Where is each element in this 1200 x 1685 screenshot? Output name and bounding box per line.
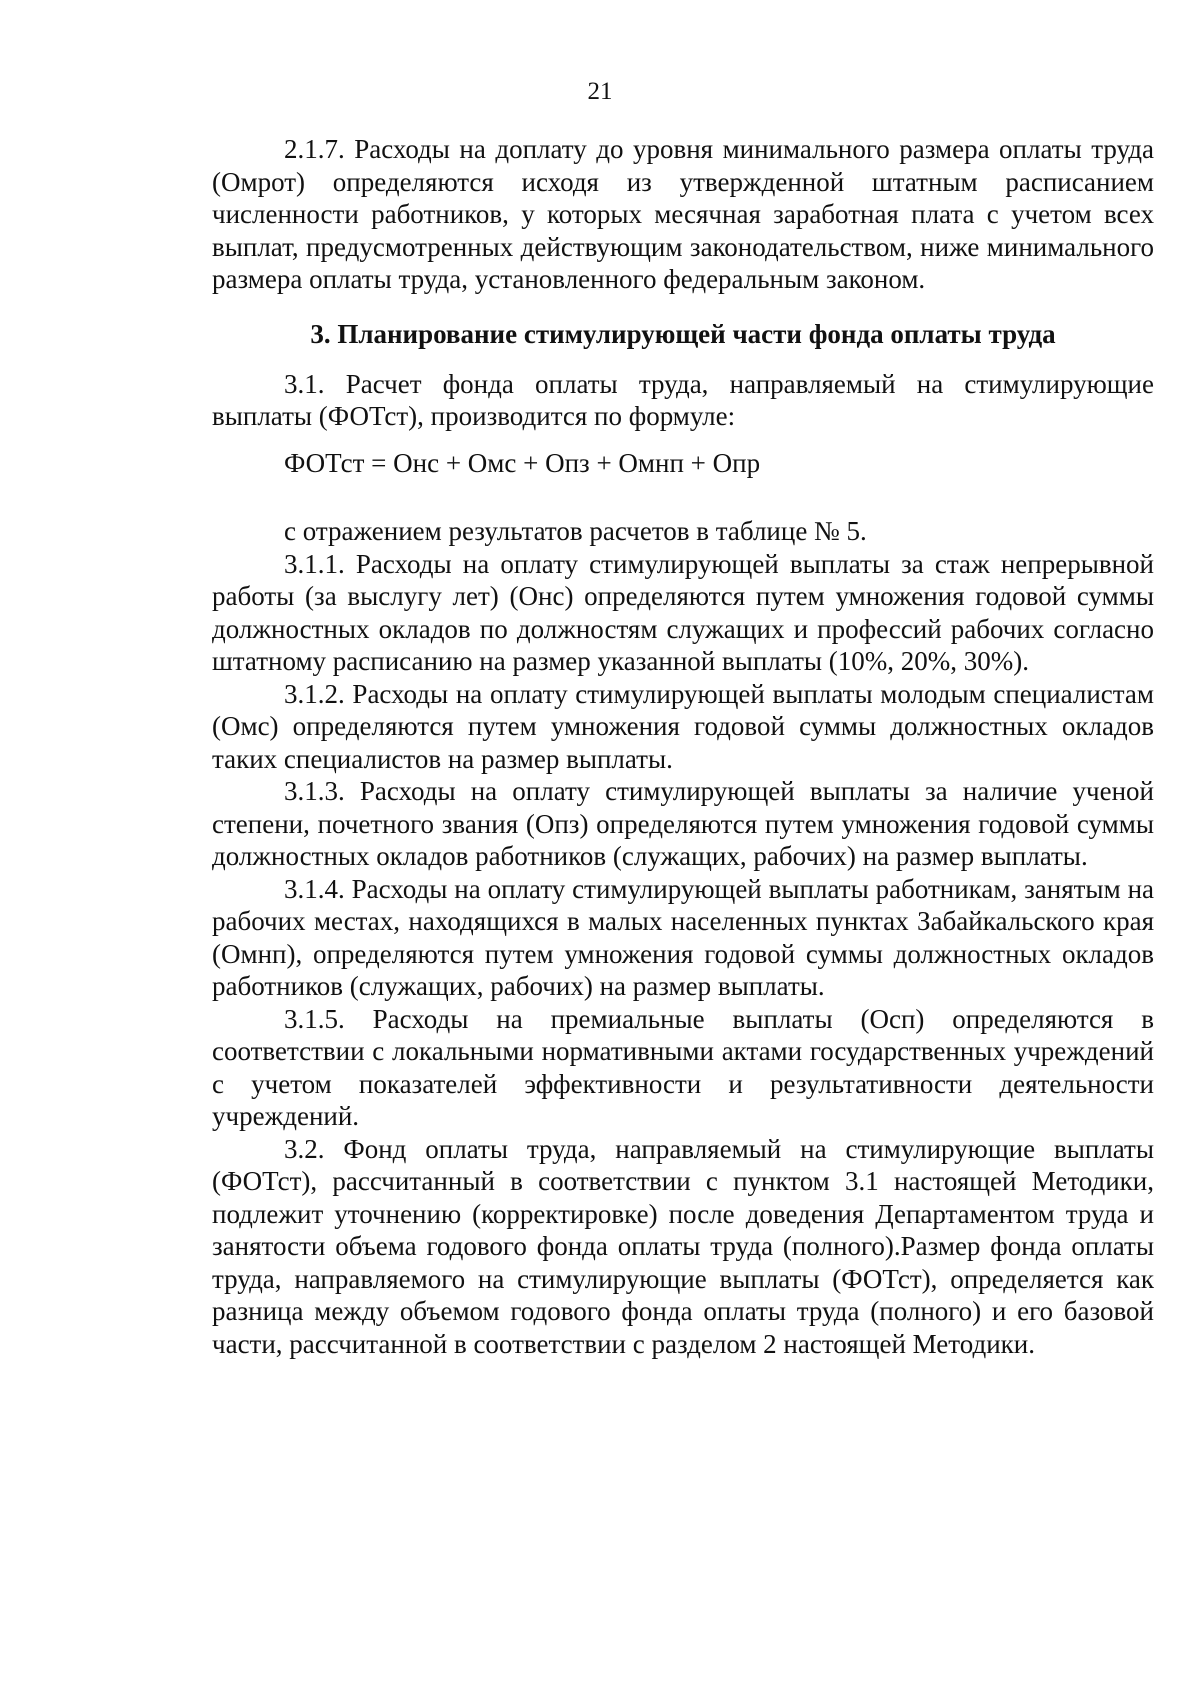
section-heading-3: 3. Планирование стимулирующей части фонда оплаты труда (310, 318, 1056, 349)
paragraph-3-1-4: 3.1.4. Расходы на оплату стимулирующей выплаты работникам, занятым на рабочих местах, находящихся в малых населенных пунктах Забайкальского края (Омнп), определяются путем умножения годовой суммы должностных окладов работников (служащих, рабочих) на размер выплаты. (212, 873, 1154, 1001)
paragraph-3-1-1: 3.1.1. Расходы на оплату стимулирующей выплаты за стаж непрерывной работы (за выслугу лет) (Онс) определяются путем умножения годовой суммы должностных окладов по должностям служащих и профессий рабочих согласно штатному расписанию на размер указанной выплаты (10%, 20%, 30%). (212, 548, 1154, 676)
formula-fotst: ФОТст = Онс + Омс + Опз + Омнп + Опр (284, 447, 761, 478)
paragraph-3-1: 3.1. Расчет фонда оплаты труда, направляемый на стимулирующие выплаты (ФОТст), производится по формуле: (212, 368, 1154, 431)
paragraph-3-1-2: 3.1.2. Расходы на оплату стимулирующей выплаты молодым специалистам (Омс) определяются путем умножения годовой суммы должностных окладов таких специалистов на размер выплаты. (212, 678, 1154, 774)
document-body (212, 133, 1154, 1360)
paragraph-2-1-7: 2.1.7. Расходы на доплату до уровня минимального размера оплаты труда (Омрот) определяются исходя из утвержденной штатным расписанием численности работников, у которых месячная заработная плата с учетом всех выплат, предусмотренных действующим законодательством, ниже минимального размера оплаты труда, установленного федеральным законом. (212, 134, 1154, 294)
paragraph-3-1-5: 3.1.5. Расходы на премиальные выплаты (Осп) определяются в соответствии с локальными нормативными актами государственных учреждений с учетом показателей эффективности и результативности деятельности учреждений. (212, 1003, 1154, 1131)
paragraph-3-1-3: 3.1.3. Расходы на оплату стимулирующей выплаты за наличие ученой степени, почетного звания (Опз) определяются путем умножения годовой суммы должностных окладов работников (служащих, рабочих) на размер выплаты. (212, 776, 1154, 871)
paragraph-3-2: 3.2. Фонд оплаты труда, направляемый на стимулирующие выплаты (ФОТст), рассчитанный в соответствии с пунктом 3.1 настоящей Методики, подлежит уточнению (корректировке) после доведения Департаментом труда и занятости объема годового фонда оплаты труда (полного).Размер фонда оплаты труда, направляемого на стимулирующие выплаты (ФОТст), определяется как разница между объемом годового фонда оплаты труда (полного) и его базовой части, рассчитанной в соответствии с разделом 2 настоящей Методики. (212, 1133, 1154, 1359)
paragraph-table-reference: с отражением результатов расчетов в таблице № 5. (284, 516, 867, 546)
page-number: 21 (587, 78, 613, 105)
